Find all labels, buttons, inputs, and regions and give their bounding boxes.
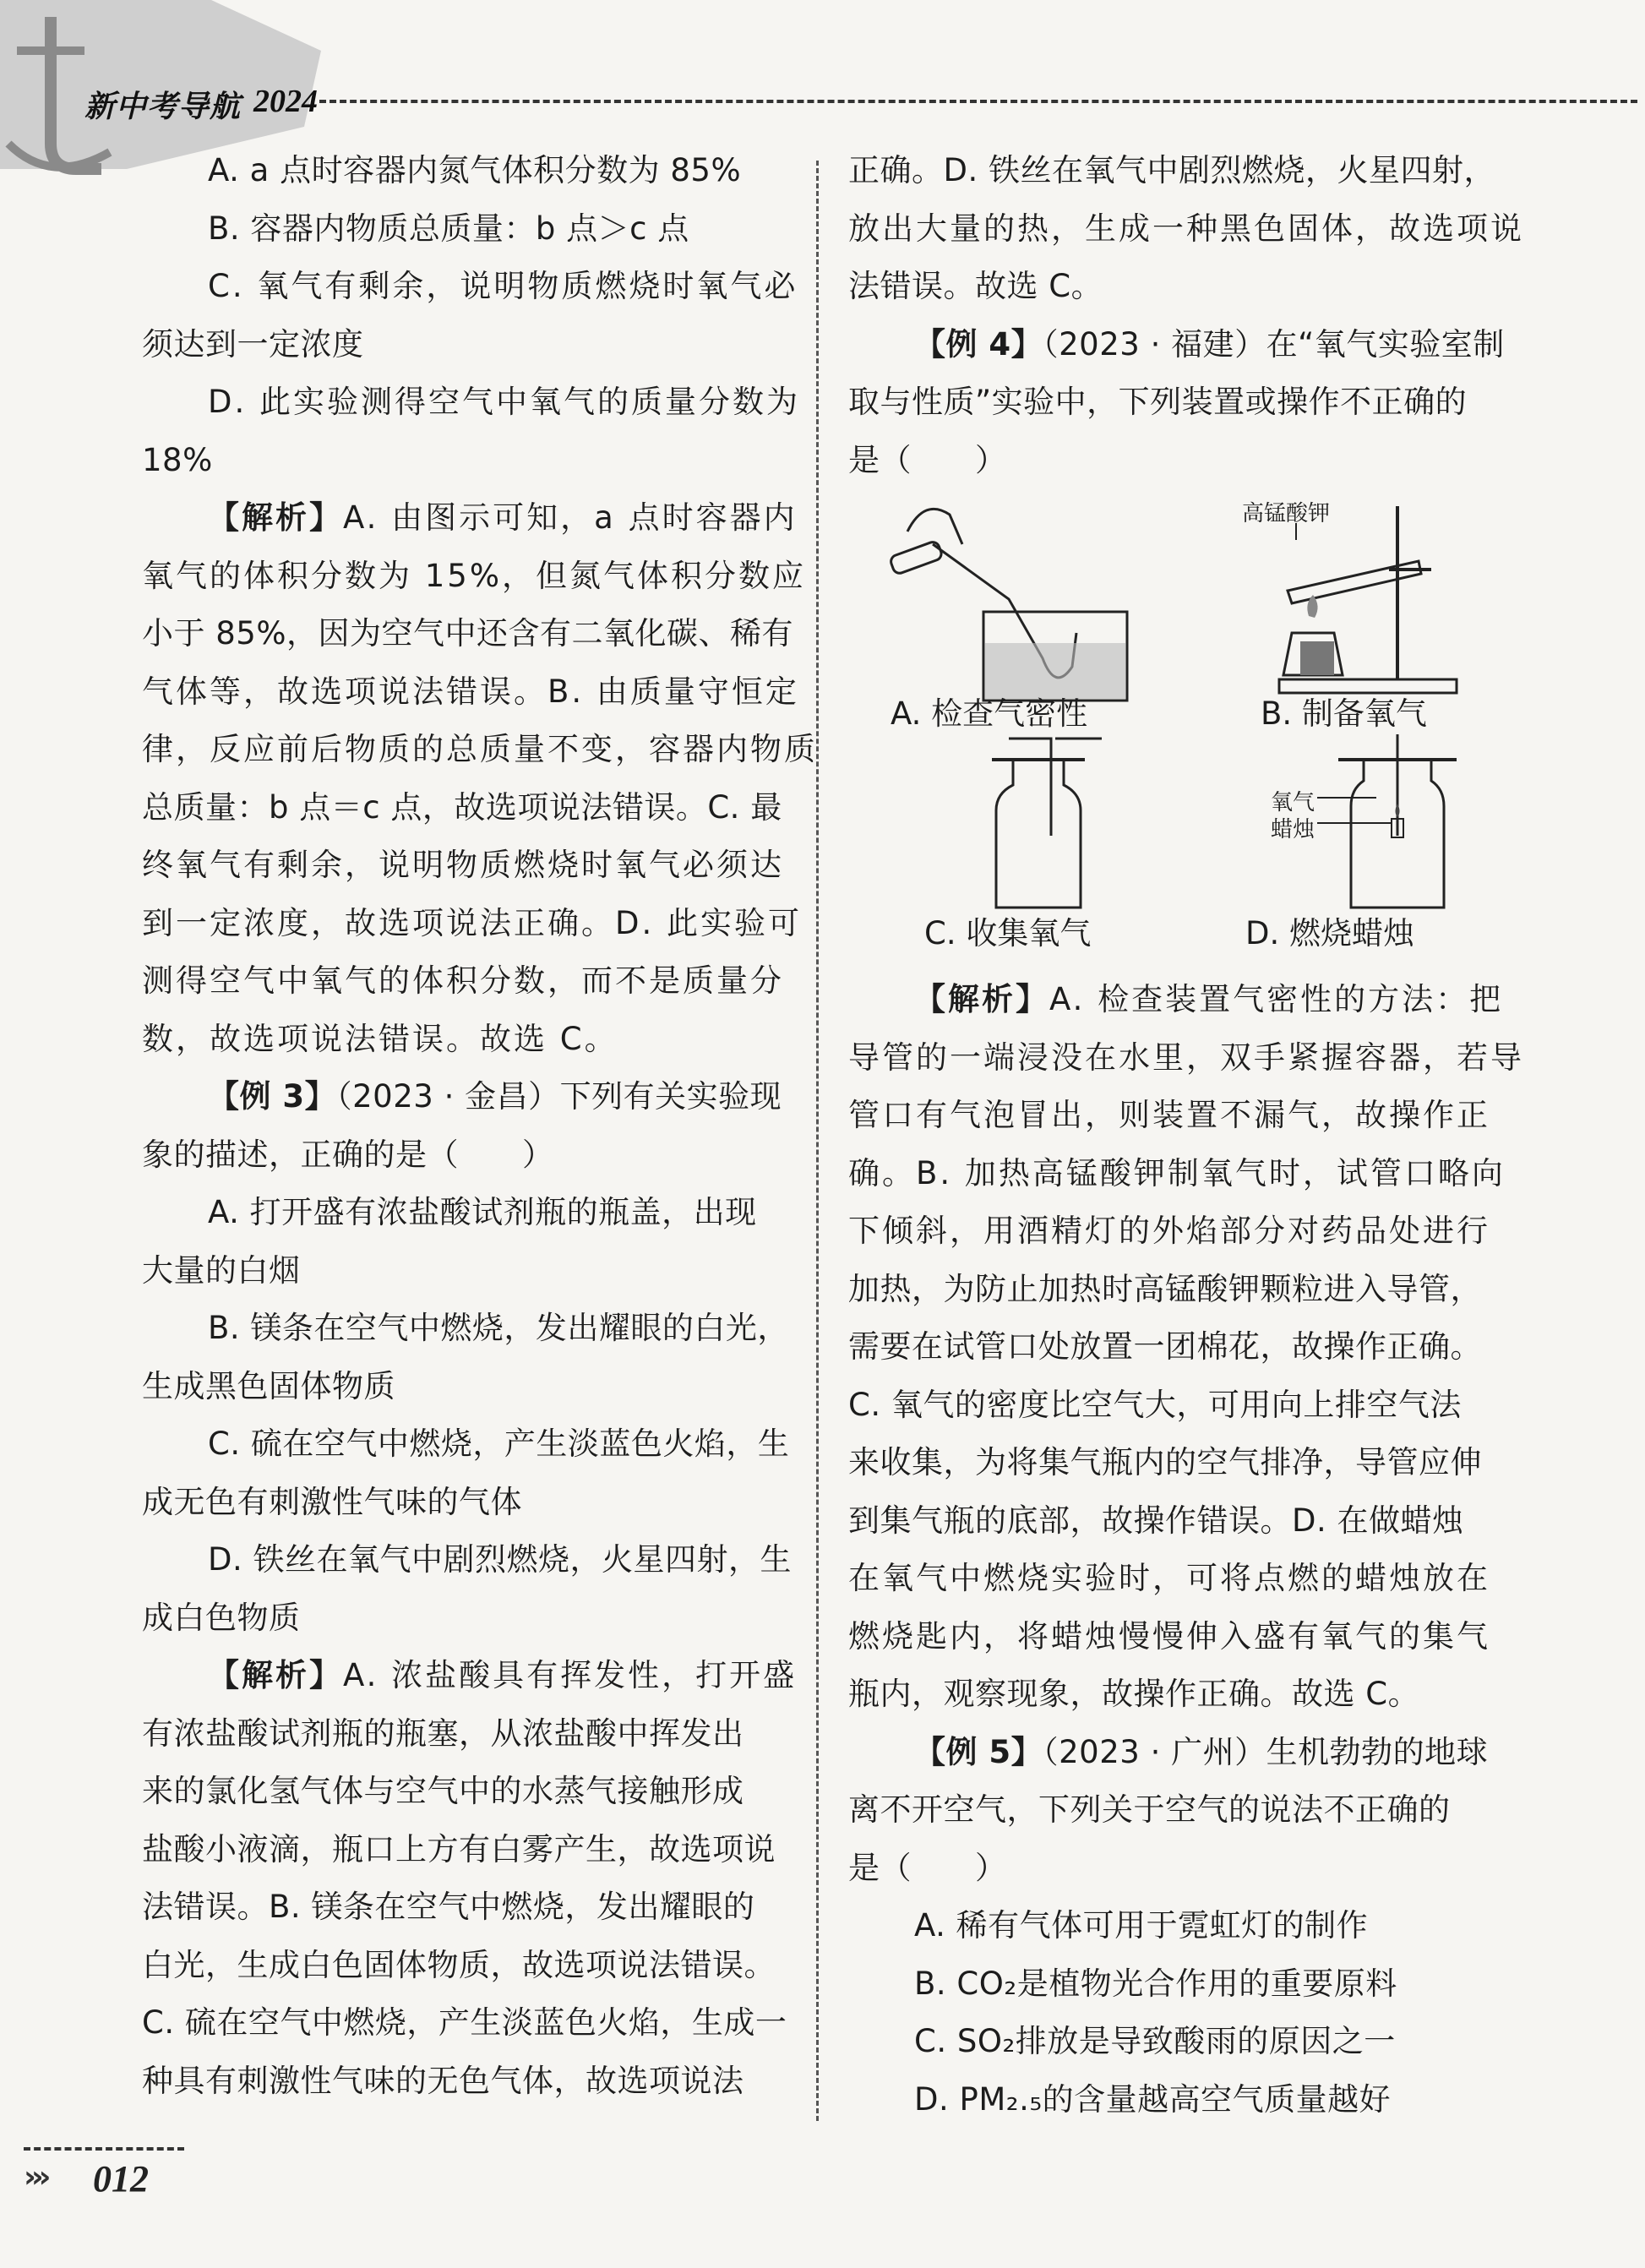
text-line: B. 容器内物质总质量：b 点＞c 点 xyxy=(208,210,689,247)
example-5-heading: 【例 5】（2023 · 广州）生机勃勃的地球 xyxy=(914,1733,1489,1770)
text-line: 离不开空气，下列关于空气的说法不正确的 xyxy=(848,1791,1451,1828)
text-line: 导管的一端浸没在水里，双手紧握容器，若导 xyxy=(848,1039,1524,1076)
text-line: 是（ ） xyxy=(848,1849,1007,1886)
text-line: 正确。D. 铁丝在氧气中剧烈燃烧，火星四射， xyxy=(848,152,1496,188)
text-line: 种具有刺激性气味的无色气体，故选项说法 xyxy=(142,2062,744,2099)
option-line: A. 稀有气体可用于霓虹灯的制作 xyxy=(914,1907,1369,1944)
example-tag: 【例 3】 xyxy=(208,1078,337,1115)
text-line: 测得空气中氧气的体积分数，而不是质量分 xyxy=(142,962,784,999)
text-line: 律，反应前后物质的总质量不变，容器内物质 xyxy=(142,731,818,767)
text-line: 来的氯化氢气体与空气中的水蒸气接触形成 xyxy=(142,1773,744,1809)
text-line: D. 此实验测得空气中氧气的质量分数为 xyxy=(208,384,801,420)
text-line: C. 硫在空气中燃烧，产生淡蓝色火焰，生成一 xyxy=(142,2004,787,2041)
text-line: 取与性质”实验中，下列装置或操作不正确的 xyxy=(848,384,1468,420)
text-line: 有浓盐酸试剂瓶的瓶塞，从浓盐酸中挥发出 xyxy=(142,1715,744,1752)
text-line: 总质量：b 点＝c 点，故选项说法错误。C. 最 xyxy=(142,788,782,826)
figure-b-label: 高锰酸钾 xyxy=(1242,501,1331,526)
analysis-tag: 【解析】 xyxy=(208,499,343,536)
text-line: 到集气瓶的底部，故操作错误。D. 在做蜡烛 xyxy=(848,1502,1464,1539)
text-line: 法错误。故选 C。 xyxy=(848,268,1103,304)
text-line: C. 氧气有剩余，说明物质燃烧时氧气必 xyxy=(208,268,798,304)
figure-d-caption: D. 燃烧蜡烛 xyxy=(1245,915,1415,951)
header-brand: 新中考导航 xyxy=(84,89,242,123)
figure-d-label-candle: 蜡烛 xyxy=(1271,817,1315,842)
text-line: 燃烧匙内，将蜡烛慢慢伸入盛有氧气的集气 xyxy=(848,1617,1490,1655)
header-divider xyxy=(319,100,1637,103)
text-line: 来收集，为将集气瓶内的空气排净，导管应伸 xyxy=(848,1444,1482,1480)
example-tag: 【例 5】 xyxy=(914,1733,1043,1770)
text-line: 18% xyxy=(142,441,213,478)
text-line: 加热，为防止加热时高锰酸钾颗粒进入导管， xyxy=(848,1270,1482,1307)
text-line: 大量的白烟 xyxy=(142,1251,301,1289)
figure-c-caption: C. 收集氧气 xyxy=(924,915,1092,951)
example-3-heading: 【例 3】（2023 · 金昌）下列有关实验现 xyxy=(208,1078,782,1115)
option-line: D. 铁丝在氧气中剧烈燃烧，火星四射，生 xyxy=(208,1541,793,1578)
footer-divider xyxy=(24,2147,184,2151)
text-line: 法错误。B. 镁条在空气中燃烧，发出耀眼的 xyxy=(142,1889,755,1925)
candle-burning-apparatus-illustration xyxy=(1317,734,1486,920)
text-line: 象的描述，正确的是（ ） xyxy=(142,1136,554,1173)
text-line: 白光，生成白色固体物质，故选项说法错误。 xyxy=(142,1946,776,1983)
figure-a-caption: A. 检查气密性 xyxy=(891,695,1088,732)
airtightness-apparatus-illustration xyxy=(882,498,1136,709)
example-tag: 【例 4】 xyxy=(914,325,1043,363)
text-line: 下倾斜，用酒精灯的外焰部分对药品处进行 xyxy=(848,1213,1490,1249)
right-column xyxy=(848,142,1524,2129)
text-line: 须达到一定浓度 xyxy=(142,325,364,363)
text-line: 放出大量的热，生成一种黑色固体，故选项说 xyxy=(848,210,1524,247)
text-line: 氧气的体积分数为 15%，但氮气体积分数应 xyxy=(142,557,806,594)
oxygen-collection-apparatus-illustration xyxy=(975,734,1144,920)
option-line: B. 镁条在空气中燃烧，发出耀眼的白光， xyxy=(208,1310,789,1346)
analysis-line: 【解析】A. 由图示可知，a 点时容器内 xyxy=(208,499,798,536)
option-line: C. SO₂排放是导致酸雨的原因之一 xyxy=(914,2023,1396,2059)
option-line: A. 打开盛有浓盐酸试剂瓶的瓶盖，出现 xyxy=(208,1194,757,1230)
text-line: 成无色有刺激性气味的气体 xyxy=(142,1483,522,1520)
text-line: 盐酸小液滴，瓶口上方有白雾产生，故选项说 xyxy=(142,1830,776,1867)
text-line: 管口有气泡冒出，则装置不漏气，故操作正 xyxy=(848,1097,1490,1133)
text-line: 数，故选项说法错误。故选 C。 xyxy=(142,1020,618,1057)
text-line: 生成黑色固体物质 xyxy=(142,1367,395,1404)
option-line: D. PM₂.₅的含量越高空气质量越好 xyxy=(914,2080,1392,2118)
text-line: 小于 85%，因为空气中还含有二氧化碳、稀有 xyxy=(142,615,793,652)
analysis-tag: 【解析】 xyxy=(914,981,1049,1017)
analysis-line: 【解析】A. 检查装置气密性的方法：把 xyxy=(914,981,1504,1017)
text-line: 终氧气有剩余，说明物质燃烧时氧气必须达 xyxy=(142,847,784,883)
text-line: 气体等，故选项说法错误。B. 由质量守恒定 xyxy=(142,673,799,710)
left-column xyxy=(142,142,818,2110)
apparatus-figures xyxy=(848,489,1507,971)
header-year: 2024 xyxy=(253,84,318,119)
text-line: 确。B. 加热高锰酸钾制氧气时，试管口略向 xyxy=(848,1154,1506,1191)
text-line: 瓶内，观察现象，故操作正确。故选 C。 xyxy=(848,1676,1420,1712)
text-line: 到一定浓度，故选项说法正确。D. 此实验可 xyxy=(142,904,803,941)
text-line: 成白色物质 xyxy=(142,1599,301,1636)
figure-b-caption: B. 制备氧气 xyxy=(1261,695,1427,732)
text-line: 在氧气中燃烧实验时，可将点燃的蜡烛放在 xyxy=(848,1560,1490,1596)
column-divider xyxy=(816,161,819,2121)
text-line: C. 氧气的密度比空气大，可用向上排空气法 xyxy=(848,1386,1462,1423)
analysis-line: 【解析】A. 浓盐酸具有挥发性，打开盛 xyxy=(208,1657,798,1693)
text-line: 是（ ） xyxy=(848,441,1007,478)
analysis-tag: 【解析】 xyxy=(208,1657,343,1693)
example-4-heading: 【例 4】（2023 · 福建）在“氧气实验室制 xyxy=(914,325,1505,363)
figure-d-label-oxygen: 氧气 xyxy=(1271,790,1315,815)
option-line: B. CO₂是植物光合作用的重要原料 xyxy=(914,1965,1397,2002)
text-line: 需要在试管口处放置一团棉花，故操作正确。 xyxy=(848,1328,1482,1365)
text-line: A. a 点时容器内氮气体积分数为 85% xyxy=(208,152,742,188)
oxygen-preparation-apparatus-illustration xyxy=(1262,506,1533,701)
option-line: C. 硫在空气中燃烧，产生淡蓝色火焰，生 xyxy=(208,1426,790,1462)
page-number: 012 xyxy=(93,2158,149,2200)
footer-arrows-icon: ››› xyxy=(24,2160,46,2194)
